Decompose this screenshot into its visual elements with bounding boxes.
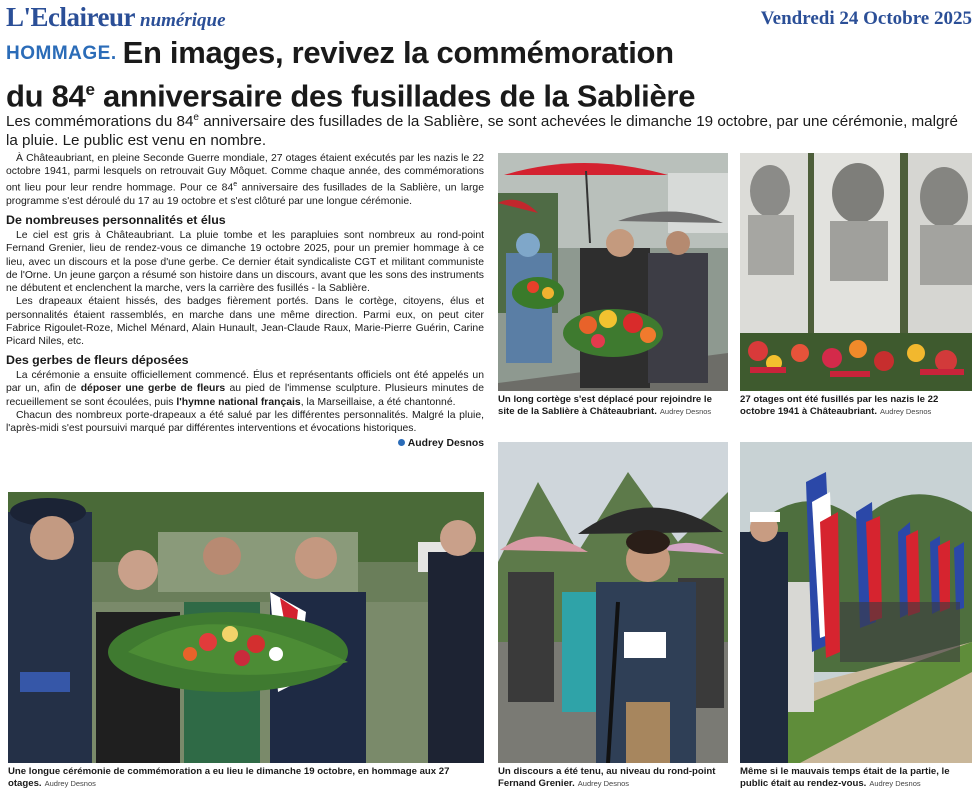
section2-paragraph1: [6, 369, 484, 409]
section2-link-hymne[interactable]: l'hymne national français: [176, 396, 301, 408]
intro-pre: À Châteaubriant, en pleine Seconde Guerre mondiale, 27 otages étaient exécutés par les nazis le 22 octobre 1941, parmi lesquels on retrouvait Guy Môquet. Comme chaque année, des commémorations ont lieu pour leur rendre hommage. Pour ce 84: [6, 153, 484, 194]
byline-author: Audrey Desnos: [407, 438, 484, 450]
bullet-dot-icon: [398, 439, 405, 446]
lead-sup: e: [193, 112, 199, 123]
headline-line1: En images, revivez la commémoration: [122, 35, 674, 70]
section2-text-a: La cérémonie a ensuite officiellement commencé. Élus et représentants officiels ont été appelés un par un, afin de: [6, 370, 484, 395]
section2-link-gerbe[interactable]: déposer une gerbe de fleurs: [80, 383, 226, 395]
photo-drapeaux[interactable]: [740, 442, 972, 763]
photo-credit: Audrey Desnos: [880, 406, 932, 416]
article-body: [6, 152, 484, 450]
section2-text-c: au pied de l'immense sculpture. Plusieurs minutes de recueillement se sont écoulées, puis: [6, 383, 484, 408]
caption-ceremonie: [8, 766, 484, 789]
caption-cortege: [498, 394, 730, 417]
lead-post: anniversaire des fusillades de la Sablière, se sont achevées le dimanche 19 octobre, par une cérémonie, malgré la pluie. Le public est venu en nombre.: [6, 113, 958, 150]
intro-sup: e: [233, 181, 238, 189]
caption-drapeaux-text: Même si le mauvais temps était de la partie, le public était au rendez-vous.: [740, 766, 950, 789]
byline: [6, 437, 484, 450]
issue-date: Vendredi 24 Octobre 2025: [760, 8, 972, 29]
intro-post: anniversaire des fusillades de la Sablière, un large programme s'est déroulé du 17 au 19 octobre et s'est clôturé par une longue cérémonie.: [6, 182, 484, 208]
caption-drapeaux: [740, 766, 972, 789]
photo-credit: Audrey Desnos: [869, 778, 921, 788]
caption-otages: [740, 394, 972, 417]
caption-otages-text: 27 otages ont été fusillés par les nazis le 22 octobre 1941 à Châteaubriant.: [740, 394, 939, 417]
lead-pre: Les commémorations du 84: [6, 113, 194, 131]
edition-label: numérique: [140, 10, 226, 31]
section-heading-gerbes: Des gerbes de fleurs déposées: [6, 353, 189, 368]
page-title: [6, 35, 974, 114]
brand-logo: L'Eclaireur: [6, 2, 135, 32]
article-intro: [6, 152, 484, 208]
headline-line2-post: anniversaire des fusillades de la Sablière: [94, 78, 696, 114]
masthead: [6, 2, 226, 32]
article-lead: [6, 108, 968, 150]
caption-discours: [498, 766, 730, 789]
section2-text-e: , la Marseillaise, a été chantonné.: [300, 396, 456, 408]
headline-line2-sup: e: [85, 80, 95, 99]
headline-line2-pre: du 84: [6, 78, 86, 114]
section-heading-personnalites: De nombreuses personnalités et élus: [6, 213, 226, 228]
caption-ceremonie-text: Une longue cérémonie de commémoration a eu lieu le dimanche 19 octobre, en hommage aux 27 otages.: [8, 766, 450, 789]
section1-paragraph2: Les drapeaux étaient hissés, des badges fièrement portés. Dans le cortège, citoyens, élus et personnalités étaient rassemblés, en marche dans une même direction. Parmi eux, on peut citer Fabrice Rigoulet-Roze, Michel Ménard, Alain Hunault, Jean-Claude Raux, Marie-Pierre Guérin, Carine Picard Niles, etc.: [6, 296, 484, 347]
headline-kicker: HOMMAGE.: [6, 43, 117, 64]
caption-discours-text: Un discours a été tenu, au niveau du rond-point Fernand Grenier.: [498, 766, 716, 789]
photo-credit: Audrey Desnos: [577, 778, 630, 788]
photo-credit: Audrey Desnos: [659, 406, 712, 416]
section1-paragraph1: Le ciel est gris à Châteaubriant. La pluie tombe et les parapluies sont nombreux au rond-point Fernand Grenier, lieu de rendez-vous ce dimanche 19 octobre 2025, pour un premier hommage à ce lieu, avec un discours et la pose d'une gerbe. Ce dernier était syndicaliste CGT et militant communiste de l'Orne. Un jeune garçon a résumé son histoire dans un discours, avant que les sons des instruments ne débutent et enclenchent la marche, vers la carrière des fusillés - la Sablière.: [6, 230, 484, 295]
photo-otages[interactable]: [740, 153, 972, 391]
caption-cortege-text: Un long cortège s'est déplacé pour rejoindre le site de la Sablière à Châteaubriant.: [498, 394, 712, 417]
photo-cortege[interactable]: [498, 153, 728, 391]
photo-discours[interactable]: [498, 442, 728, 763]
photo-ceremonie[interactable]: [8, 492, 484, 763]
photo-credit: Audrey Desnos: [44, 778, 96, 788]
section2-paragraph2: Chacun des nombreux porte-drapeaux a été salué par les différentes personnalités. Malgré la pluie, l'après-midi s'est poursuivi marqué par différentes interventions et évocations historiques.: [6, 409, 484, 434]
